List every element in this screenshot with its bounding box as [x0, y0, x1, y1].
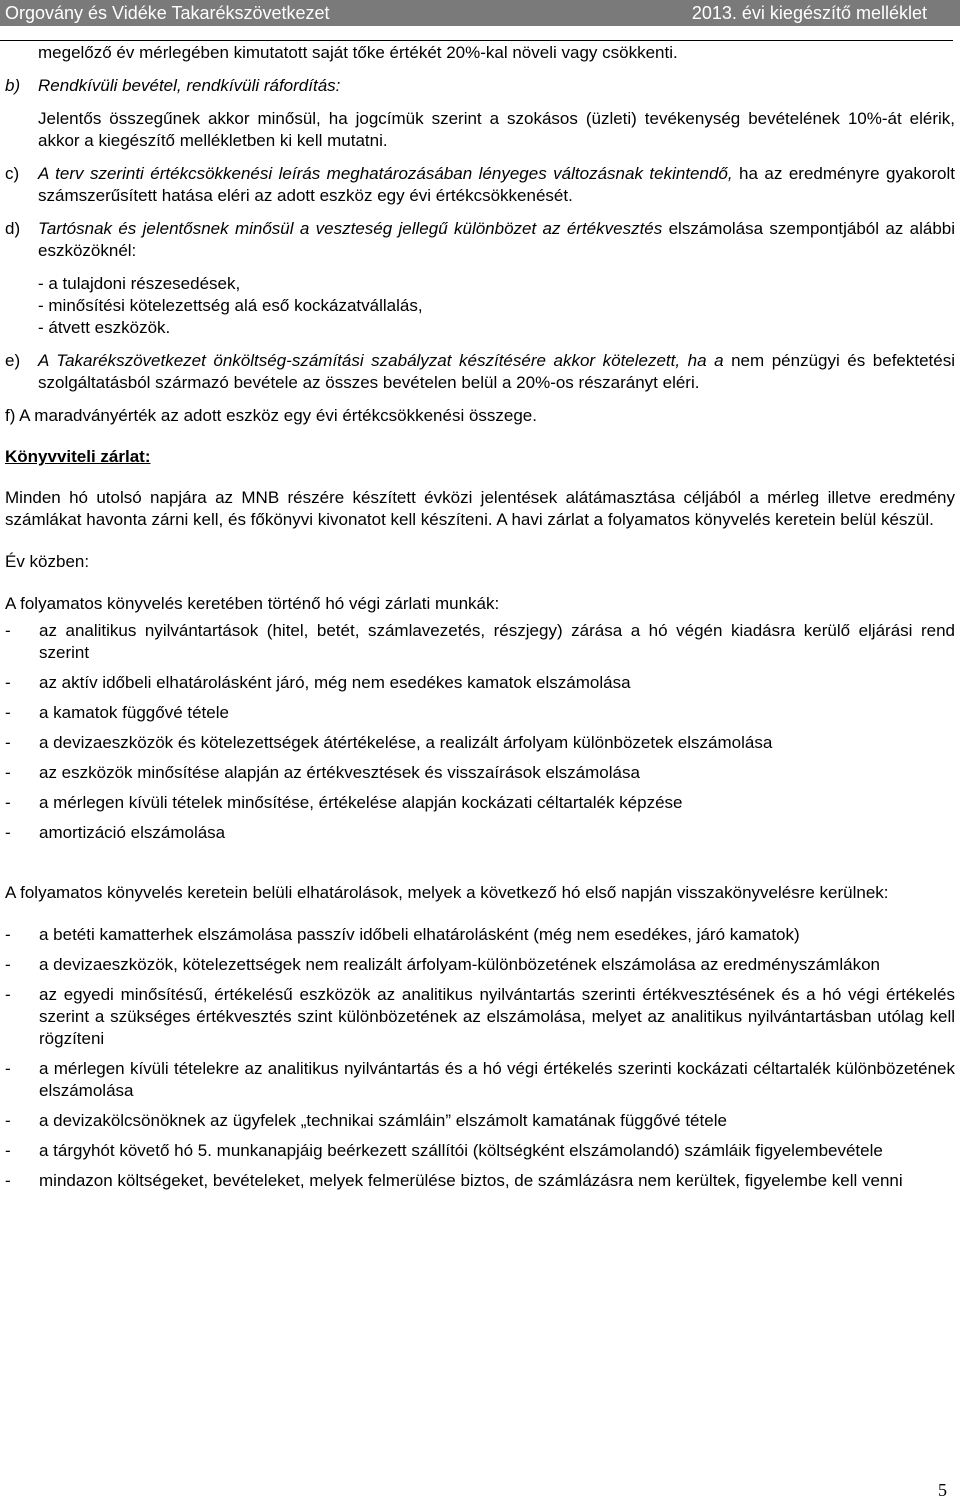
list-item: - az eszközök minősítése alapján az értékvesztések és visszaírások elszámolása — [5, 763, 640, 782]
list-item: - a devizaeszközök, kötelezettségek nem realizált árfolyam-különbözetének elszámolása az eredményszámlákon — [5, 955, 880, 974]
item-b-title: Rendkívüli bevétel, rendkívüli ráfordítás: — [38, 76, 341, 95]
item-d-italic: Tartósnak és jelentősnek minősül a veszteség jellegű különbözet az értékvesztés — [38, 219, 663, 238]
month-end-tasks-list — [5, 620, 955, 844]
list1-intro: A folyamatos könyvelés keretében történő hó végi zárlati munkák: — [5, 594, 500, 613]
item-e-label: e) — [5, 351, 21, 370]
list2-intro: A folyamatos könyvelés keretein belüli elhatárolások, melyek a következő hó első napján visszakönyvelésre kerülnek: — [5, 883, 889, 902]
item-c-text: ha az eredményre gyakorolt számszerűsített hatása eléri az adott eszköz egy évi értékcsökkenését. — [38, 164, 955, 205]
page-header — [0, 0, 960, 26]
list-item: - a betéti kamatterhek elszámolása passzív időbeli elhatárolásként (még nem esedékes, járó kamatok) — [5, 925, 800, 944]
item-c-label: c) — [5, 164, 20, 183]
header-organization: Orgovány és Vidéke Takarékszövetkezet — [5, 3, 330, 23]
list-item: - amortizáció elszámolása — [5, 823, 226, 842]
list-item: - a devizaeszközök és kötelezettségek átértékelése, a realizált árfolyam különbözetek elszámolása — [5, 733, 773, 752]
accruals-list — [5, 924, 955, 1192]
header-rule — [0, 40, 953, 41]
list-item: - a tulajdoni részesedések, — [38, 274, 241, 293]
list-item: - a mérlegen kívüli tételekre az analitikus nyilvántartás és a hó végi értékelés szerinti kockázati céltartalék különbözetének elszámolása — [5, 1059, 955, 1100]
item-d-text: elszámolása szempontjából az alábbi eszközöknél: — [38, 219, 956, 260]
intro-line: megelőző év mérlegében kimutatott saját tőke értékét 20%-kal növeli vagy csökkenti. — [38, 43, 678, 62]
item-c — [5, 163, 955, 207]
list-item: - az egyedi minősítésű, értékelésű eszközök az analitikus nyilvántartás szerinti értékvesztésének és a hó végi értékelés szerint a szükséges értékvesztés szint különbözetének az elszámolása, melyet az analitikus nyilvántartásban utólag kell rögzíteni — [5, 985, 955, 1048]
header-document-title: 2013. évi kiegészítő melléklet — [691, 3, 927, 23]
closing-paragraph: Minden hó utolsó napjára az MNB részére készített évközi jelentések alátámasztása céljából a mérleg illetve eredmény számlákat havonta zárni kell, és főkönyvi kivonatot kell készíteni. A havi zárlat a folyamatos könyvelés keretein belül készül. — [5, 488, 955, 529]
item-b-label: b) — [5, 76, 21, 95]
item-b-heading — [5, 75, 955, 97]
page-number: 5 — [938, 1480, 947, 1500]
item-f: f) A maradványérték az adott eszköz egy évi értékcsökkenési összege. — [5, 406, 537, 425]
page-content — [5, 42, 955, 1192]
list-item: - a devizakölcsönöknek az ügyfelek „technikai számláin” elszámolt kamatának függővé tétele — [5, 1111, 727, 1130]
item-c-italic: A terv szerinti értékcsökkenési leírás meghatározásában lényeges változásnak tekintendő, — [38, 164, 733, 183]
section-title: Könyvviteli zárlat: — [5, 447, 151, 466]
list-item: - a mérlegen kívüli tételek minősítése, értékelése alapján kockázati céltartalék képzése — [5, 793, 683, 812]
item-e-text: nem pénzügyi és befektetési szolgáltatásból származó bevétele az összes bevételen belül a 20%-os részarányt eléri. — [38, 351, 956, 392]
item-b-body: Jelentős összegűnek akkor minősül, ha jogcímük szerint a szokásos (üzleti) tevékenység bevételének 10%-át elérik, akkor a kiegészítő mellékletben ki kell mutatni. — [38, 109, 955, 150]
list-item: - mindazon költségeket, bevételeket, melyek felmerülése biztos, de számlázásra nem kerültek, figyelembe kell venni — [5, 1171, 903, 1190]
list-item: - a kamatok függővé tétele — [5, 703, 229, 722]
item-d-list — [38, 273, 955, 339]
list-item: - az analitikus nyilvántartások (hitel, betét, számlavezetés, részjegy) zárása a hó végén kiadásra kerülő eljárási rend szerint — [5, 621, 955, 662]
item-d-label: d) — [5, 219, 21, 238]
list-item: - az aktív időbeli elhatárolásként járó, még nem esedékes kamatok elszámolása — [5, 673, 631, 692]
item-d — [5, 218, 955, 262]
list-item: - minősítési kötelezettség alá eső kockázatvállalás, — [38, 296, 423, 315]
list-item: - átvett eszközök. — [38, 318, 171, 337]
list-item: - a tárgyhót követő hó 5. munkanapjáig beérkezett szállítói (költségként elszámolandó) számláik figyelembevétele — [5, 1141, 883, 1160]
item-e-italic: A Takarékszövetkezet önköltség-számítási szabályzat készítésére akkor kötelezett, ha a — [38, 351, 724, 370]
subsection-title: Év közben: — [5, 552, 90, 571]
item-e — [5, 350, 955, 394]
